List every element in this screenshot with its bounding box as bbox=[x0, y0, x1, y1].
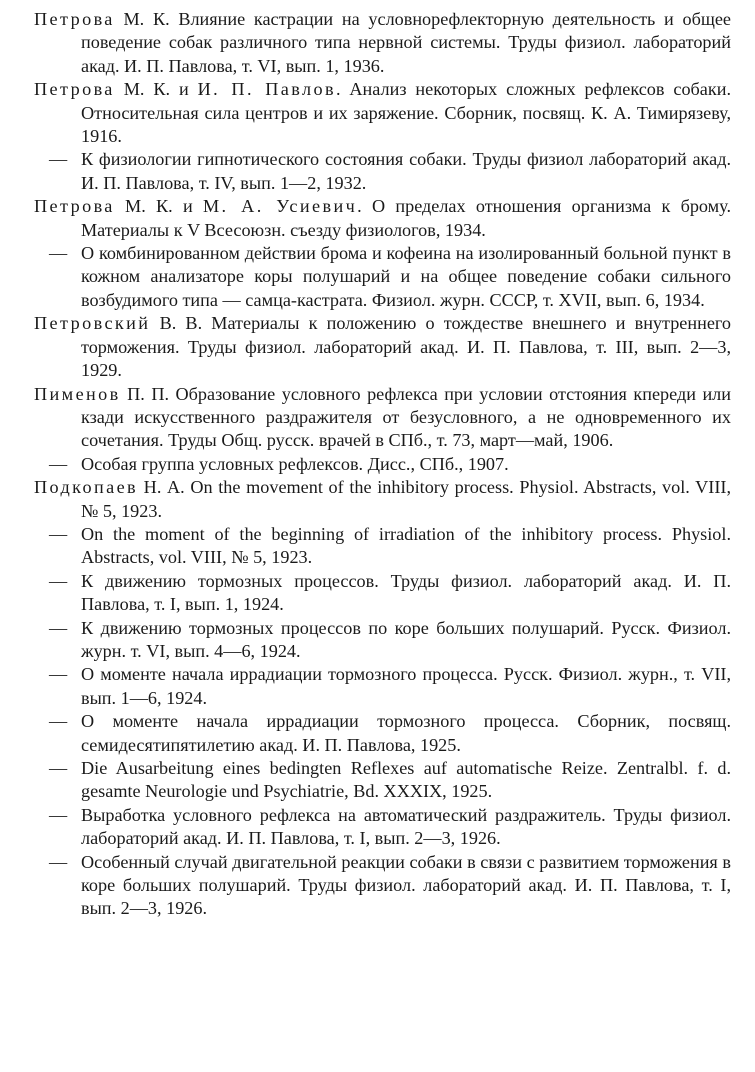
bibliography-entry bbox=[34, 617, 731, 664]
entry-dash: — bbox=[49, 243, 68, 264]
bibliography-entry bbox=[34, 710, 731, 757]
entry-text: Н. А. On the movement of the inhibitory process. Physiol. Abstracts, vol. VIII, № 5, 1923. bbox=[81, 477, 731, 521]
entry-text: О комбинированном действии брома и кофеина на изолированный больной пункт в кожном анализаторе коры полушарий и на общее поведение собаки сильного возбудимого типа — самца-кастрата. Физиол. журн. СССР, т. XVII, вып. 6, 1934. bbox=[81, 243, 731, 310]
bibliography-entry bbox=[34, 8, 731, 78]
entry-text: . Анализ некоторых сложных рефлексов собаки. Относительная сила центров и их заряжение. Сборник, посвящ. К. А. Тимирязеву, 1916. bbox=[81, 79, 731, 147]
entry-dash: — bbox=[49, 664, 68, 685]
bibliography-entry bbox=[34, 195, 731, 242]
entry-dash: — bbox=[49, 523, 68, 544]
bibliography-entry bbox=[34, 570, 731, 617]
bibliography-entry bbox=[34, 851, 731, 921]
entry-text: К движению тормозных процессов по коре больших полушарий. Русск. Физиол. журн. т. VI, вып. 4—6, 1924. bbox=[81, 617, 731, 661]
entry-dash: — bbox=[49, 570, 68, 591]
entry-text: М. К. и bbox=[114, 79, 198, 100]
entry-coauthor: И. П. Павлов bbox=[197, 79, 336, 100]
entry-text: К движению тормозных процессов. Труды физиол. лабораторий акад. И. П. Павлова, т. I, вып. 1, 1924. bbox=[81, 570, 731, 615]
entry-dash: — bbox=[49, 711, 68, 732]
entry-author: Подкопаев bbox=[34, 477, 139, 498]
entry-text: М. К. Влияние кастрации на условнорефлекторную деятельность и общее поведение собак различного типа нервной системы. Труды физиол. лабораторий акад. И. П. Павлова, т. VI, вып. 1, 1936. bbox=[81, 9, 731, 76]
entry-text: Особая группа условных рефлексов. Дисс., СПб., 1907. bbox=[81, 453, 509, 474]
entry-text: . О пределах отношения организма к брому. Материалы к V Всесоюзн. съезду физиологов, 1934. bbox=[81, 196, 732, 240]
bibliography-entry bbox=[34, 663, 731, 710]
entry-dash: — bbox=[49, 804, 68, 825]
entry-text: П. П. Образование условного рефлекса при условии отстояния кпереди или кзади искусственного раздражителя от безусловного, а не одновременного их сочетания. Труды Общ. русск. врачей в СПб., т. 73, март—май, 1906. bbox=[81, 383, 731, 451]
bibliography-entry bbox=[34, 523, 731, 570]
bibliography-entry bbox=[34, 476, 731, 523]
entry-text: Выработка условного рефлекса на автоматический раздражитель. Труды физиол. лабораторий акад. И. П. Павлова, т. I, вып. 2—3, 1926. bbox=[81, 804, 731, 849]
bibliography-entry bbox=[34, 312, 731, 382]
entry-author: Петрова bbox=[34, 196, 115, 217]
entry-dash: — bbox=[49, 617, 68, 638]
entry-text: Die Ausarbeitung eines bedingten Reflexes auf automatische Reize. Zentralbl. f. d. gesamte Neurologie und Psychiatrie, Bd. XXXIX, 1925. bbox=[81, 758, 731, 802]
entry-text: Особенный случай двигательной реакции собаки в связи с развитием торможения в коре больших полушарий. Труды физиол. лабораторий акад. И. П. Павлова, т. I, вып. 2—3, 1926. bbox=[81, 851, 731, 919]
entry-text: М. К. и bbox=[114, 196, 203, 217]
entry-text: On the moment of the beginning of irradiation of the inhibitory process. Physiol. Abstracts, vol. VIII, № 5, 1923. bbox=[81, 523, 731, 568]
bibliography-entry bbox=[34, 148, 731, 195]
entry-author: Пименов bbox=[34, 383, 121, 404]
bibliography-entry bbox=[34, 453, 731, 476]
entry-dash: — bbox=[49, 149, 68, 170]
entry-author: Петрова bbox=[34, 79, 115, 100]
entry-dash: — bbox=[49, 758, 68, 778]
bibliography-entry bbox=[34, 757, 731, 804]
bibliography-entry bbox=[34, 383, 731, 453]
entry-author: Петрова bbox=[34, 9, 115, 29]
entry-text: О моменте начала иррадиации тормозного процесса. Сборник, посвящ. семидесятипятилетию акад. И. П. Павлова, 1925. bbox=[81, 711, 731, 755]
entry-dash: — bbox=[49, 453, 68, 474]
entry-text: К физиологии гипнотического состояния собаки. Труды физиол лабораторий акад. И. П. Павлова, т. IV, вып. 1—2, 1932. bbox=[81, 149, 731, 193]
bibliography-entry bbox=[34, 804, 731, 851]
bibliography-entry bbox=[34, 242, 731, 312]
entry-text: В. В. Материалы к положению о тождестве внешнего и внутреннего торможения. Труды физиол. лабораторий акад. И. П. Павлова, т. III, вып. 2—3, 1929. bbox=[81, 313, 731, 381]
bibliography-entry bbox=[34, 78, 731, 148]
entry-coauthor: М. А. Усиевич bbox=[202, 196, 358, 217]
entry-author: Петровский bbox=[34, 313, 151, 334]
entry-dash: — bbox=[49, 851, 68, 872]
entry-text: О моменте начала иррадиации тормозного процесса. Русск. Физиол. журн., т. VII, вып. 1—6, 1924. bbox=[81, 664, 731, 708]
